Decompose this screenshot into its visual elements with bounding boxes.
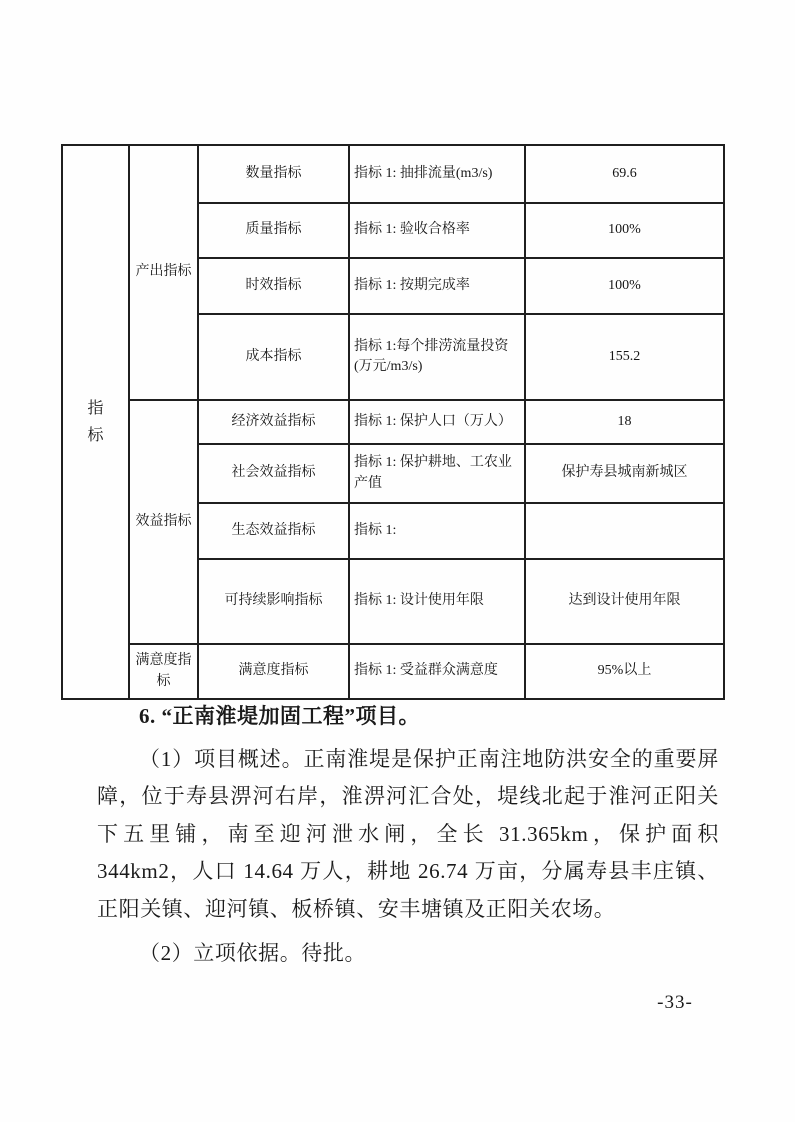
table-cell-indicator: 指标 1: bbox=[349, 503, 525, 559]
table-cell-indicator: 指标 1: 保护耕地、工农业产值 bbox=[349, 444, 525, 503]
body-content bbox=[97, 701, 719, 979]
paragraph-approval-basis: （2）立项依据。待批。 bbox=[139, 941, 367, 966]
table-cell-group-benefit: 效益指标 bbox=[129, 400, 198, 644]
indicator-table bbox=[61, 144, 725, 700]
table-cell-category: 数量指标 bbox=[198, 145, 349, 203]
table-cell-value: 69.6 bbox=[525, 145, 724, 203]
table-cell-value: 18 bbox=[525, 400, 724, 444]
table-cell-indicator: 指标 1:每个排涝流量投资(万元/m3/s) bbox=[349, 314, 525, 400]
table-cell-category: 经济效益指标 bbox=[198, 400, 349, 444]
table-row bbox=[62, 400, 724, 444]
table-cell-value bbox=[525, 503, 724, 559]
table-cell-indicator: 指标 1: 受益群众满意度 bbox=[349, 644, 525, 699]
table-cell-value: 100% bbox=[525, 258, 724, 314]
table-cell-value: 95%以上 bbox=[525, 644, 724, 699]
paragraph-project-overview: （1）项目概述。正南淮堤是保护正南注地防洪安全的重要屏障，位于寿县淠河右岸，淮淠河汇合处，堤线北起于淮河正阳关下五里铺，南至迎河泄水闸，全长 31.365km，保护面积 344km2，人口 14.64 万人，耕地 26.74 万亩，分属寿县丰庄镇、正阳关镇、迎河镇、板桥镇、安丰塘镇及正阳关农场。 bbox=[97, 747, 719, 921]
table-cell-indicator: 指标 1: 按期完成率 bbox=[349, 258, 525, 314]
table-row bbox=[62, 644, 724, 699]
table-row bbox=[62, 145, 724, 203]
table-cell-category: 满意度指标 bbox=[198, 644, 349, 699]
table-cell-value: 100% bbox=[525, 203, 724, 258]
table-cell-category: 生态效益指标 bbox=[198, 503, 349, 559]
table-cell-indicator: 指标 1: 保护人口（万人） bbox=[349, 400, 525, 444]
table-cell-group-output: 产出指标 bbox=[129, 145, 198, 400]
section-heading: 6. “正南淮堤加固工程”项目。 bbox=[139, 704, 420, 728]
table-cell-indicator: 指标 1: 抽排流量(m3/s) bbox=[349, 145, 525, 203]
row-group-label: 指标 bbox=[87, 400, 104, 444]
table-cell-category: 质量指标 bbox=[198, 203, 349, 258]
table-cell-category: 可持续影响指标 bbox=[198, 559, 349, 644]
table-cell-category: 社会效益指标 bbox=[198, 444, 349, 503]
table-cell-value: 155.2 bbox=[525, 314, 724, 400]
table-cell-indicator: 指标 1: 设计使用年限 bbox=[349, 559, 525, 644]
table-cell-value: 达到设计使用年限 bbox=[525, 559, 724, 644]
table-cell-value: 保护寿县城南新城区 bbox=[525, 444, 724, 503]
table-cell-category: 成本指标 bbox=[198, 314, 349, 400]
table-cell-group-satisfaction: 满意度指标 bbox=[129, 644, 198, 699]
page-number: -33- bbox=[657, 992, 693, 1013]
table-cell-indicator: 指标 1: 验收合格率 bbox=[349, 203, 525, 258]
table-cell-row-group-indicator bbox=[62, 145, 129, 699]
table-cell-category: 时效指标 bbox=[198, 258, 349, 314]
